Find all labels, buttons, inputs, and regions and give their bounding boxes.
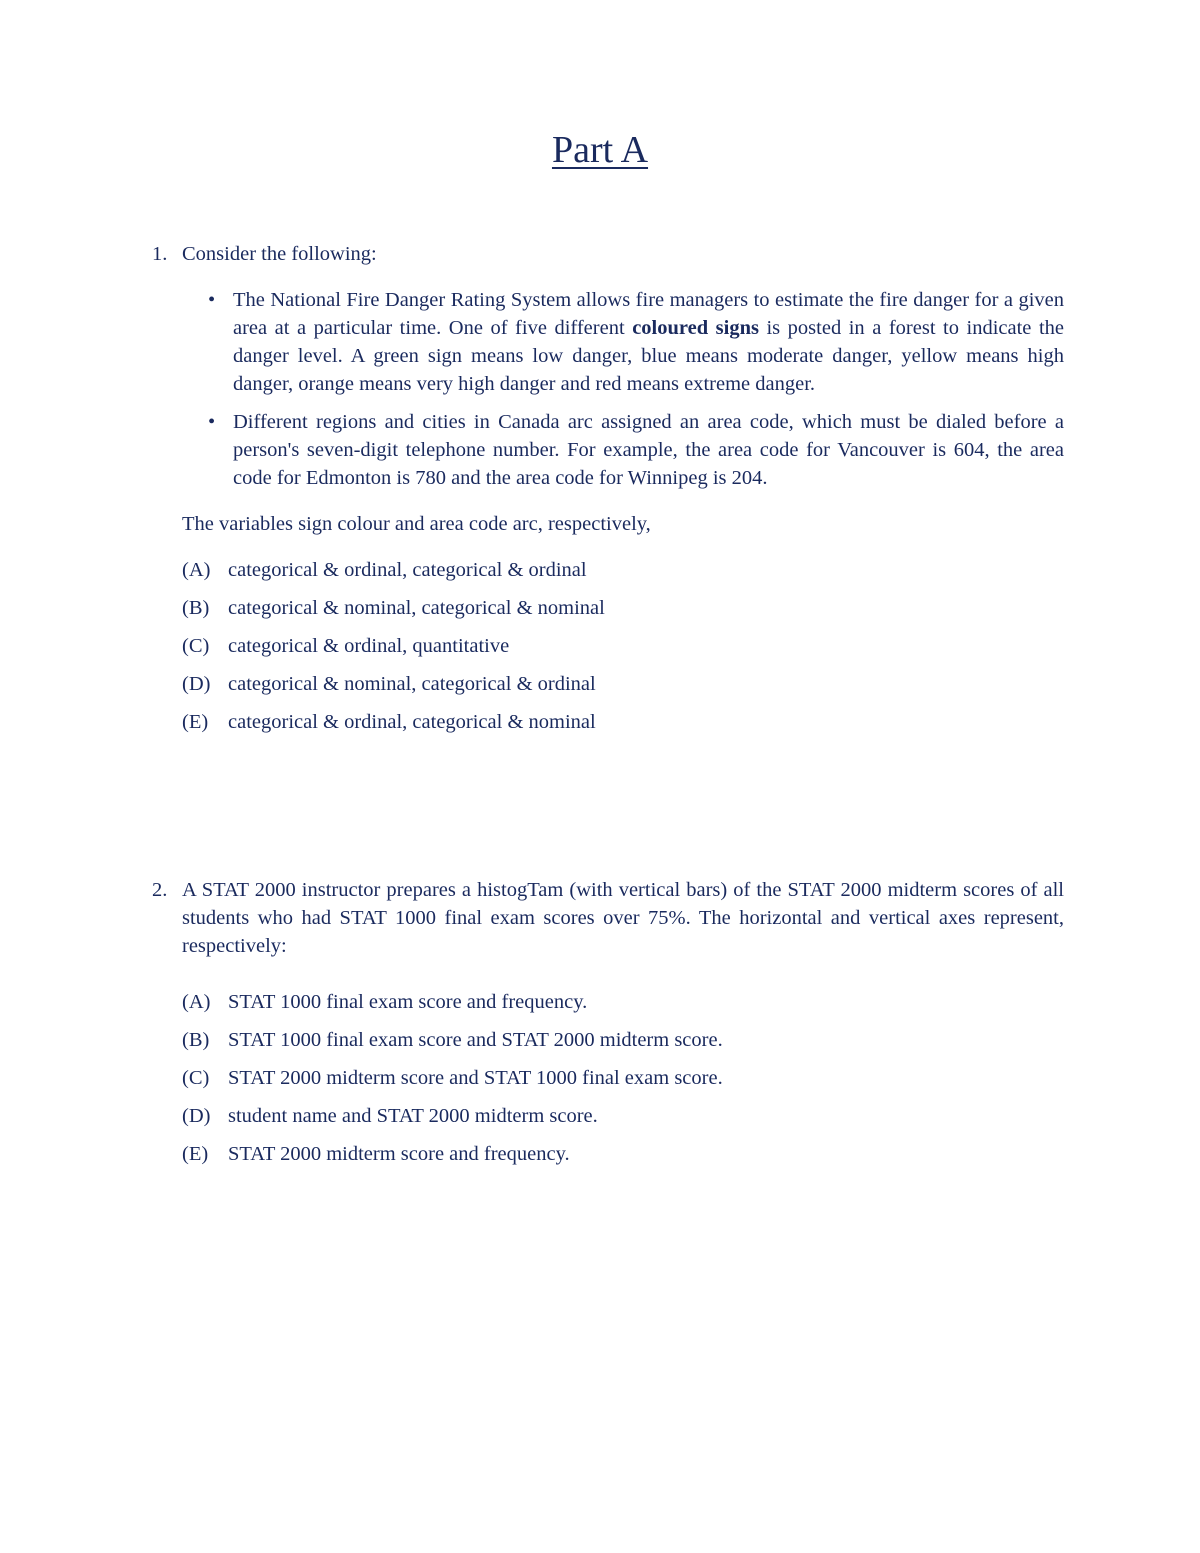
question-stem: A STAT 2000 instructor prepares a histogTam (with vertical bars) of the STAT 2000 midterm scores of all students who had STAT 1000 final exam scores over 75%. The horizontal and vertical axes represent, respectively: — [182, 879, 1064, 957]
answer-choice-d — [182, 1102, 1064, 1140]
answer-choice-e — [182, 1140, 1064, 1178]
answer-choice-a — [182, 988, 1064, 1026]
choice-label: (D) — [182, 673, 211, 695]
choice-text: categorical & ordinal, categorical & ordinal — [228, 559, 587, 581]
choice-label: (D) — [182, 1105, 211, 1127]
choice-label: (A) — [182, 559, 211, 581]
choice-text: categorical & ordinal, categorical & nominal — [228, 711, 596, 733]
choice-label: (E) — [182, 711, 209, 733]
choice-label: (B) — [182, 1029, 210, 1051]
choice-text: STAT 2000 midterm score and STAT 1000 final exam score. — [228, 1067, 723, 1089]
bullet-bold-text: coloured signs — [632, 317, 759, 339]
answer-choice-b — [182, 594, 1064, 632]
answer-choice-c — [182, 632, 1064, 670]
bullet-item — [182, 408, 1064, 492]
answer-choice-b — [182, 1026, 1064, 1064]
question-number: 2. — [152, 879, 168, 901]
choice-label: (E) — [182, 1143, 209, 1165]
answer-choice-a — [182, 556, 1064, 594]
bullet-icon: • — [208, 289, 216, 311]
choice-text: categorical & nominal, categorical & nominal — [228, 597, 605, 619]
choice-text: STAT 2000 midterm score and frequency. — [228, 1143, 570, 1165]
bullet-text: Different regions and cities in Canada arc assigned an area code, which must be dialed before a person's seven-digit telephone number. For example, the area code for Vancouver is 604, the area code for Edmonton is 780 and the area code for Winnipeg is 204. — [233, 411, 1064, 489]
question-number: 1. — [152, 243, 168, 265]
choice-text: STAT 1000 final exam score and STAT 2000 midterm score. — [228, 1029, 723, 1051]
page-title: Part A — [551, 129, 649, 171]
answer-choice-d — [182, 670, 1064, 708]
choice-text: categorical & nominal, categorical & ordinal — [228, 673, 596, 695]
choice-label: (B) — [182, 597, 210, 619]
question-1 — [152, 240, 1064, 746]
answer-choice-e — [182, 708, 1064, 746]
bullet-item — [182, 286, 1064, 398]
choice-label: (A) — [182, 991, 211, 1013]
choice-text: categorical & ordinal, quantitative — [228, 635, 510, 657]
question-body — [182, 876, 1064, 1178]
choice-label: (C) — [182, 1067, 210, 1089]
question-body — [182, 240, 1064, 746]
choice-text: STAT 1000 final exam score and frequency. — [228, 991, 588, 1013]
choice-label: (C) — [182, 635, 210, 657]
question-2 — [152, 876, 1064, 1178]
answer-choices — [182, 988, 1064, 1178]
question-stem: The variables sign colour and area code arc, respectively, — [182, 513, 651, 535]
bullet-text-before: The National Fire Danger Rating System allows fire managers to estimate the fire danger for a given area at a particular time. One of five different — [233, 289, 1064, 339]
bullet-text-after: is posted in a forest to indicate the danger level. A green sign means low danger, blue means moderate danger, yellow means high danger, orange means very high danger and red means extreme danger. — [233, 317, 1064, 395]
bullet-icon: • — [208, 411, 216, 433]
answer-choices — [182, 556, 1064, 746]
choice-text: student name and STAT 2000 midterm score. — [228, 1105, 598, 1127]
question-intro: Consider the following: — [182, 243, 377, 265]
answer-choice-c — [182, 1064, 1064, 1102]
bullet-list — [182, 286, 1064, 492]
